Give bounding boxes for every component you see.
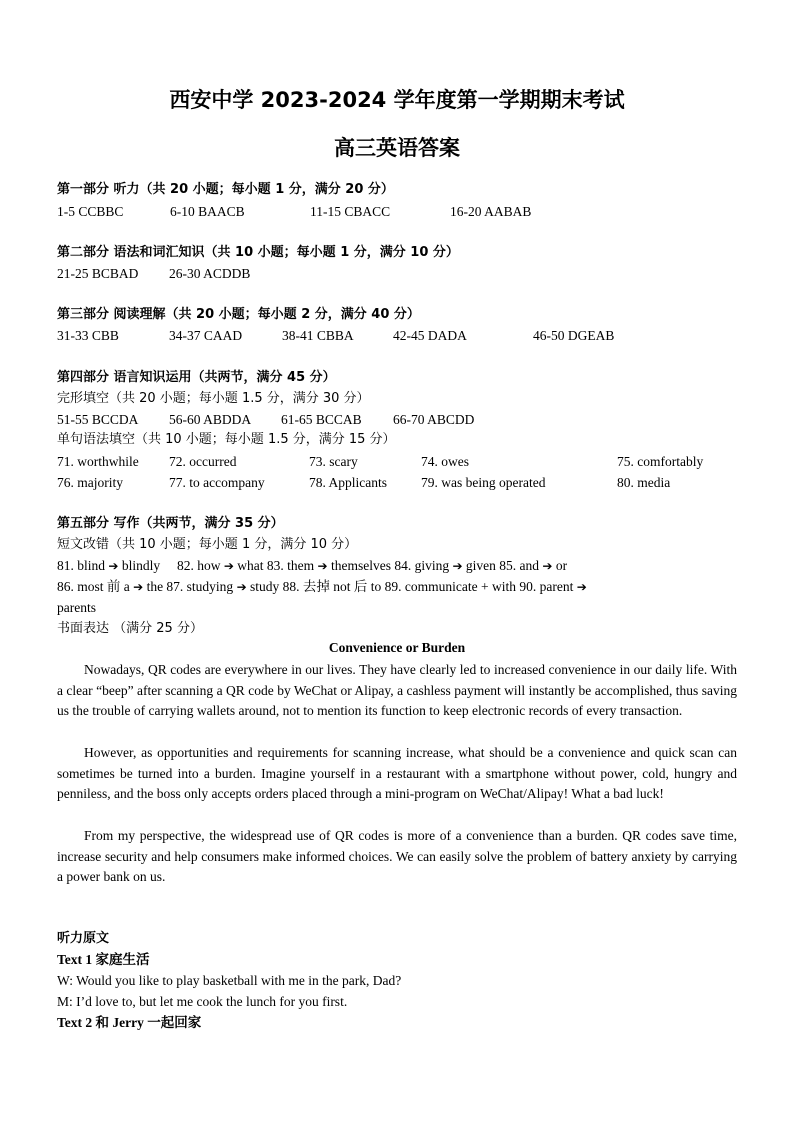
answer-group: 31-33 CBB [57,328,119,343]
correction: themselves 84. giving [330,558,450,573]
text2-title: Text 2 和 Jerry 一起回家 [57,1015,202,1030]
essay-paragraph: However, as opportunities and requirements for scanning increase, what should be a convenience and quick scan can sometimes be turned into a burden. Imagine yourself in a restaurant with a smartphone without power, cold, hungry and penniless, and the boss only accepts orders placed through a mini-program on WeChat/Alipay! What a bad luck! [57,745,737,802]
right-arrow-icon: ➔ [223,559,234,573]
dialogue-line: M: I’d love to, but let me cook the lunch for you first. [57,994,348,1009]
correction: 86. most 前 a [57,579,130,594]
part2-heading: 第二部分 语法和词汇知识（共 10 小题；每小题 1 分，满分 10 分） [57,245,459,260]
essay-paragraph: From my perspective, the widespread use of QR codes is more of a convenience than a burden. QR codes save time, increase security and help consumers make informed choices. We can easily solve the problem of battery anxiety by carrying a power bank on us. [57,828,737,885]
correction: what 83. them [237,558,315,573]
essay-paragraph: Nowadays, QR codes are everywhere in our lives. They have clearly led to increased convenience in our daily life. With a clear “beep” after scanning a QR code by WeChat or Alipay, a cashless payment will instantly be accomplished, thus saving us the trouble of carrying wallets around, not to mention its function to keep electronic records of every transaction. [57,662,737,719]
grammar-answer: 75. comfortably [617,454,704,469]
part1-heading: 第一部分 听力（共 20 小题；每小题 1 分，满分 20 分） [57,182,394,197]
dialogue-line: W: Would you like to play basketball with me in the park, Dad? [57,973,402,988]
right-arrow-icon: ➔ [236,580,247,594]
answer-group: 42-45 DADA [393,328,467,343]
grammar-answer: 71. worthwhile [57,454,139,469]
grammar-answer: 79. was being operated [421,475,546,490]
text1-title: Text 1 家庭生活 [57,952,150,967]
essay-title: Convenience or Burden [328,640,466,655]
answer-group: 16-20 AABAB [450,204,532,219]
error-correction-heading: 短文改错（共 10 小题；每小题 1 分，满分 10 分） [57,537,358,552]
correction: the 87. studying [146,579,234,594]
right-arrow-icon: ➔ [133,580,144,594]
grammar-answer: 76. majority [57,475,123,490]
exam-subtitle: 高三英语答案 [334,136,460,160]
part5-heading: 第五部分 写作（共两节，满分 35 分） [57,516,284,531]
grammar-answer: 77. to accompany [169,475,265,490]
cloze-heading: 完形填空（共 20 小题；每小题 1.5 分，满分 30 分） [57,391,370,406]
answer-group: 38-41 CBBA [282,328,354,343]
answer-group: 1-5 CCBBC [57,204,124,219]
right-arrow-icon: ➔ [542,559,553,573]
correction: 81. blind [57,558,106,573]
correction-line-1 [57,557,567,575]
correction: given 85. and [465,558,540,573]
answer-group: 46-50 DGEAB [533,328,615,343]
exam-title: 西安中学 2023-2024 学年度第一学期期末考试 [169,88,625,112]
part3-heading: 第三部分 阅读理解（共 20 小题；每小题 2 分，满分 40 分） [57,307,420,322]
right-arrow-icon: ➔ [317,559,328,573]
answer-group: 6-10 BAACB [170,204,245,219]
grammar-answer: 78. Applicants [309,475,387,490]
grammar-answer: 74. owes [421,454,469,469]
correction: blindly [121,558,161,573]
grammar-heading: 单句语法填空（共 10 小题；每小题 1.5 分，满分 15 分） [57,432,396,447]
answer-group: 61-65 BCCAB [281,412,362,427]
grammar-answer: 80. media [617,475,671,490]
right-arrow-icon: ➔ [452,559,463,573]
right-arrow-icon: ➔ [108,559,119,573]
grammar-answer: 73. scary [309,454,358,469]
writing-heading: 书面表达 （满分 25 分） [57,621,203,636]
listening-heading: 听力原文 [57,931,110,946]
answer-group: 51-55 BCCDA [57,412,139,427]
part4-heading: 第四部分 语言知识运用（共两节，满分 45 分） [57,370,336,385]
answer-group: 34-37 CAAD [169,328,243,343]
correction: or [555,558,568,573]
correction: 82. how [176,558,221,573]
answer-group: 56-60 ABDDA [169,412,252,427]
correction: study 88. 去掉 not 后 to 89. communicate + with 90. parent [250,579,574,594]
answer-group: 21-25 BCBAD [57,266,139,281]
answer-group: 66-70 ABCDD [393,412,475,427]
correction-line-2 [57,578,587,596]
right-arrow-icon: ➔ [576,580,587,594]
correction-line-3: parents [57,600,96,615]
grammar-answer: 72. occurred [169,454,237,469]
answer-group: 26-30 ACDDB [169,266,251,281]
answer-group: 11-15 CBACC [310,204,391,219]
